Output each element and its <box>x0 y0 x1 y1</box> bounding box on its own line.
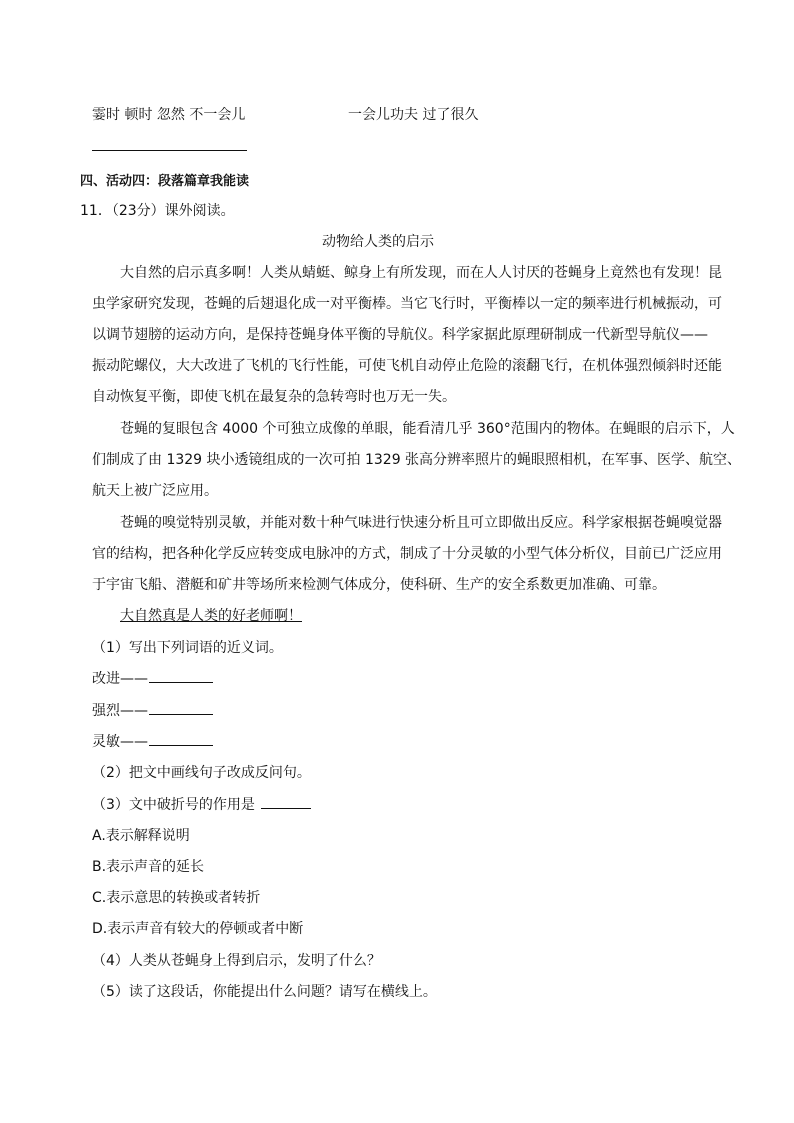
synonym-word: 强烈—— <box>92 703 148 719</box>
section-title: 四、活动四：段落篇章我能读 <box>80 174 250 189</box>
synonym-item <box>92 731 213 751</box>
passage-line: 大自然的启示真多啊！人类从蜻蜓、鲸身上有所发现，而在人人讨厌的苍蝇身上竟然也有发现！昆 <box>120 265 722 281</box>
sub-question-2: （2）把文中画线句子改成反问句。 <box>92 765 311 781</box>
sub-question-1: （1）写出下列词语的近义词。 <box>92 640 283 656</box>
underlined-sentence: 大自然真是人类的好老师啊！ <box>120 608 302 624</box>
passage-line: 们制成了由 1329 块小透镜组成的一次可拍 1329 张高分辨率照片的蝇眼照相机，在军事、医学、航空、 <box>92 452 742 468</box>
synonym-blank[interactable] <box>149 670 213 683</box>
synonym-blank[interactable] <box>149 702 213 715</box>
passage-line: 以调节翅膀的运动方向，是保持苍蝇身体平衡的导航仪。科学家据此原理研制成一代新型导航仪—— <box>92 327 708 343</box>
passage-line: 振动陀螺仪，大大改进了飞机的飞行性能，可使飞机自动停止危险的滚翻飞行，在机体强烈倾斜时还能 <box>92 358 722 374</box>
sub-question-3 <box>92 794 311 814</box>
sub-question-3-text: （3）文中破折号的作用是 <box>92 797 255 813</box>
option-c: C.表示意思的转换或者转折 <box>92 890 261 906</box>
sub-question-5: （5）读了这段话，你能提出什么问题？请写在横线上。 <box>92 984 437 1000</box>
answer-blank[interactable] <box>261 796 311 809</box>
passage-line: 航天上被广泛应用。 <box>92 483 218 499</box>
passage-line: 苍蝇的复眼包含 4000 个可独立成像的单眼，能看清几乎 360°范围内的物体。在蝇眼的启示下，人 <box>120 421 735 437</box>
passage-line: 虫学家研究发现，苍蝇的后翅退化成一对平衡棒。当它飞行时，平衡棒以一定的频率进行机械振动，可 <box>92 296 722 312</box>
passage-line: 自动恢复平衡，即使飞机在最复杂的急转弯时也万无一失。 <box>92 389 456 405</box>
synonym-item <box>92 668 213 688</box>
word-list-left: 霎时 顿时 忽然 不一会儿 <box>92 107 246 123</box>
passage-line: 苍蝇的嗅觉特别灵敏，并能对数十种气味进行快速分析且可立即做出反应。科学家根据苍蝇嗅觉器 <box>120 515 722 531</box>
passage-line: 官的结构，把各种化学反应转变成电脉冲的方式，制成了十分灵敏的小型气体分析仪，目前已广泛应用 <box>92 546 722 562</box>
question-number: 11．（23分）课外阅读。 <box>80 203 235 219</box>
sub-question-4: （4）人类从苍蝇身上得到启示，发明了什么？ <box>92 953 381 969</box>
answer-line <box>92 150 247 151</box>
option-b: B.表示声音的延长 <box>92 859 205 875</box>
synonym-item <box>92 700 213 720</box>
passage-title: 动物给人类的启示 <box>322 234 434 250</box>
passage-line: 于宇宙飞船、潜艇和矿井等场所来检测气体成分，使科研、生产的安全系数更加准确、可靠。 <box>92 577 666 593</box>
option-a: A.表示解释说明 <box>92 828 190 844</box>
word-list-right: 一会儿功夫 过了很久 <box>348 107 479 123</box>
option-d: D.表示声音有较大的停顿或者中断 <box>92 921 304 937</box>
synonym-word: 改进—— <box>92 671 148 687</box>
synonym-word: 灵敏—— <box>92 734 148 750</box>
synonym-blank[interactable] <box>149 733 213 746</box>
